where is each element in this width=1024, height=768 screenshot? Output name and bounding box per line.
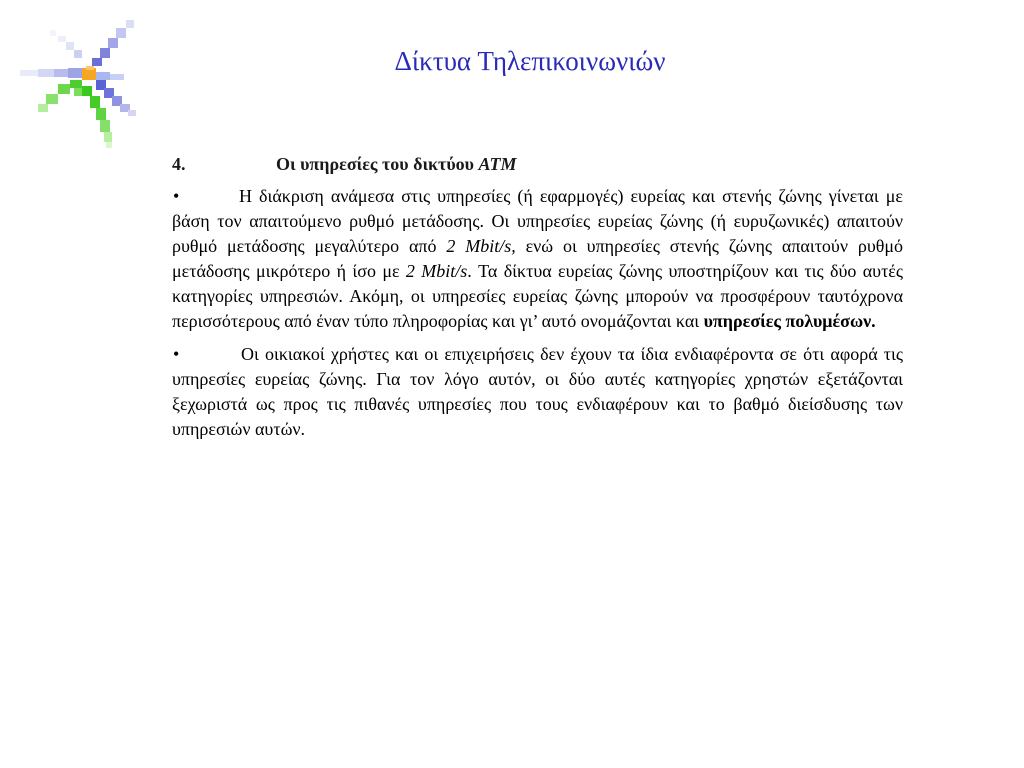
slide-content [172, 152, 903, 450]
paragraph-text: . Τα δίκτυα ευρείας ζώνης υποστηρίζουν και τις δύο αυτές κατηγορίες υπηρεσιών. Ακόμη, οι υπηρεσίες ευρείας ζώνης μπορούν να προσφέρουν ταυτόχρονα περισσότερους από έναν τύπο πληροφορίας και γι’ αυτό ονομάζονται και [172, 261, 903, 331]
bullet-paragraph-2 [172, 342, 903, 442]
bullet-paragraph-1 [172, 184, 903, 334]
paragraph-emphasis: 2 Mbit/s [405, 261, 468, 281]
paragraph-text: Η διάκριση ανάμεσα στις υπηρεσίες (ή εφαρμογές) ευρείας και στενής ζώνης γίνεται με βάση τον απαιτούμενο ρυθμό μετάδοσης. Οι υπηρεσίες ευρείας ζώνης (ή ευρυζωνικές) απαιτούν ρυθμό μετάδοσης μεγαλύτερο από [172, 186, 903, 256]
paragraph-text: Οι οικιακοί χρήστες και οι επιχειρήσεις δεν έχουν τα ίδια ενδιαφέροντα σε ότι αφορά τις υπηρεσίες ευρείας ζώνης. Για τον λόγο αυτόν, οι δύο αυτές κατηγορίες χρηστών εξετάζονται ξεχωριστά ως προς τις πιθανές υπηρεσίες που τους ενδιαφέρουν και το βαθμό διείσδυσης των υπηρεσιών αυτών. [172, 344, 903, 439]
star-logo [14, 14, 148, 150]
section-heading [172, 152, 903, 177]
section-number: 4. [172, 154, 186, 174]
bullet-symbol: • [173, 344, 180, 364]
page-title: Δίκτυα Τηλεπικοινωνιών [394, 46, 666, 76]
paragraph-bold: υπηρεσίες πολυμέσων. [703, 311, 876, 331]
paragraph-emphasis: 2 Mbit/s, [446, 236, 516, 256]
section-title: Οι υπηρεσίες του δικτύου [276, 154, 475, 174]
section-title-atm: ATM [478, 154, 517, 174]
bullet-symbol: • [173, 186, 180, 206]
paragraph-text: ενώ οι υπηρεσίες στενής ζώνης απαιτούν ρυθμό μετάδοσης μικρότερο ή ίσο με [172, 236, 903, 281]
